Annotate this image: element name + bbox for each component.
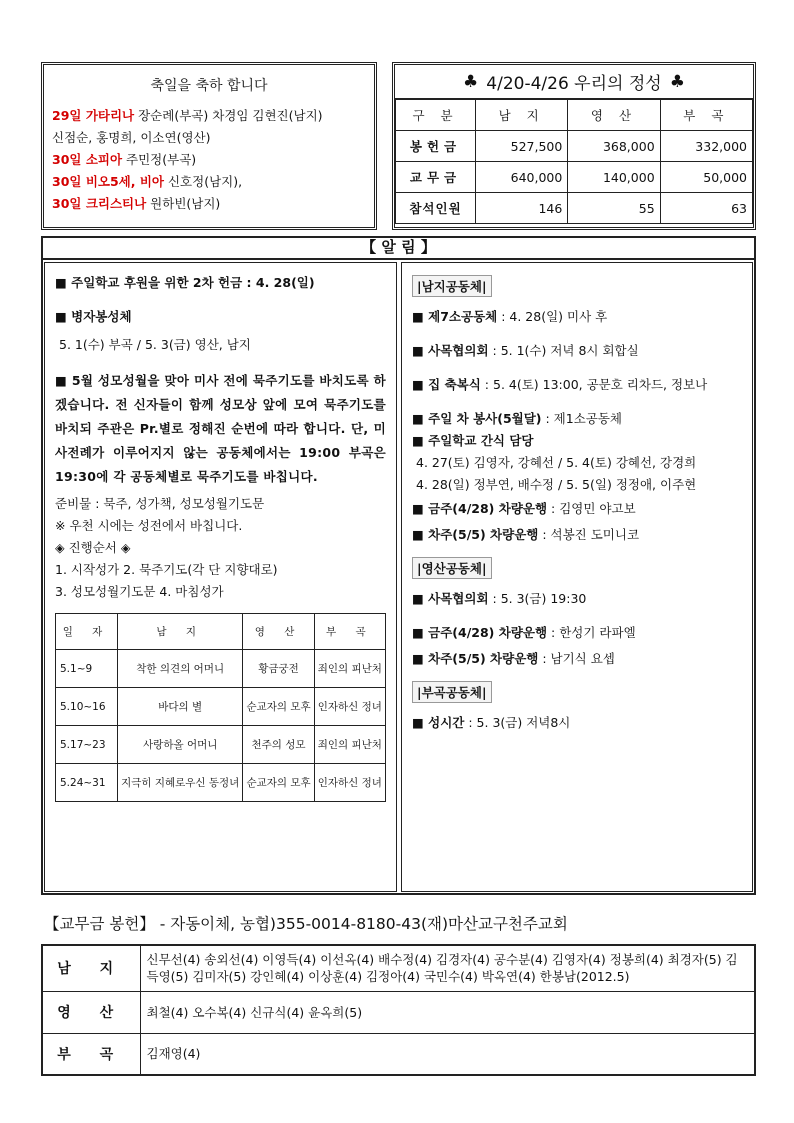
table-header-row: 일 자 남 지 영 산 부 곡: [56, 614, 386, 650]
notice-item: ■ 금주(4/28) 차량운행 : 한성기 라파엘: [412, 625, 636, 640]
offering-title: ♣ 4/20-4/26 우리의 정성 ♣: [395, 65, 753, 99]
notice-item: ■ 주일학교 간식 담당: [412, 433, 534, 448]
preparation-text: 준비물 : 묵주, 성가책, 성모성월기도문: [55, 496, 265, 511]
notice-subtext: 4. 27(토) 김영자, 강혜선 / 5. 4(토) 강혜선, 강경희: [416, 455, 697, 470]
community-tag-yeongsan: |영산공동체|: [412, 557, 492, 579]
notice-item: ■ 차주(5/5) 차량운행 : 석봉진 도미니코: [412, 527, 640, 542]
table-row: 5.24~31 지극히 지혜로우신 동정녀 순교자의 모후 인자하신 정녀: [56, 764, 386, 802]
table-row: 봉헌금 527,500 368,000 332,000: [396, 131, 753, 162]
notice-item: ■ 차주(5/5) 차량운행 : 남기식 요셉: [412, 651, 615, 666]
feast-line: 신점순, 홍명희, 이소연(영산): [52, 130, 211, 145]
notice-item: ■ 성시간 : 5. 3(금) 저녁8시: [412, 715, 571, 730]
rain-note: ※ 우천 시에는 성전에서 바칩니다.: [55, 518, 243, 533]
notice-paragraph: ■ 5월 성모성월을 맞아 미사 전에 묵주기도를 바치도록 하겠습니다. 전 신자들이 함께 성모상 앞에 모여 묵주기도를 바치되 주관은 Pr.별로 정해진 순번에 따라 합니다. 단, 미사전례가 이루어지지 않는 공동체에서는 19:00 부곡은 19:30에 각 공동체별로 묵주기도를 바칩니다.: [55, 373, 386, 484]
notice-subtext: 5. 1(수) 부곡 / 5. 3(금) 영산, 남지: [59, 337, 251, 352]
order-line: 3. 성모성월기도문 4. 마침성가: [55, 584, 224, 599]
bank-info: 【교무금 봉헌】 - 자동이체, 농협)355-0014-8180-43(재)마산교구천주교회: [44, 915, 568, 933]
table-row: 5.17~23 사랑하올 어머니 천주의 성모 죄인의 피난처: [56, 726, 386, 764]
notice-title: 【 알 림 】: [41, 236, 756, 260]
club-icon: ♣: [669, 71, 685, 92]
donor-table: [41, 944, 756, 1076]
table-header-row: 구 분 남 지 영 산 부 곡: [396, 100, 753, 131]
feast-line: 30일 소피아 주민정(부곡): [52, 152, 197, 167]
notice-item: ■ 주일학교 후원을 위한 2차 헌금 : 4. 28(일): [55, 275, 315, 290]
notice-item: ■ 사목협의회 : 5. 3(금) 19:30: [412, 591, 587, 606]
notice-item: ■ 금주(4/28) 차량운행 : 김영민 야고보: [412, 501, 636, 516]
table-row: 부 곡 김재영(4): [42, 1033, 755, 1075]
notice-item: ■ 병자봉성체: [55, 309, 132, 324]
notice-item: ■ 제7소공동체 : 4. 28(일) 미사 후: [412, 309, 608, 324]
club-icon: ♣: [463, 71, 479, 92]
table-row: 5.10~16 바다의 별 순교자의 모후 인자하신 정녀: [56, 688, 386, 726]
notice-subtext: 4. 28(일) 정부연, 배수정 / 5. 5(일) 정정애, 이주현: [416, 477, 697, 492]
notice-right-column: [401, 262, 753, 892]
feast-day-title: 축일을 축하 합니다: [150, 78, 268, 94]
offering-box: [392, 62, 756, 230]
notice-left-column: [44, 262, 397, 892]
notice-item: ■ 사목협의회 : 5. 1(수) 저녁 8시 회합실: [412, 343, 639, 358]
community-tag-namji: |남지공동체|: [412, 275, 492, 297]
table-row: 영 산 최철(4) 오수복(4) 신규식(4) 윤옥희(5): [42, 991, 755, 1033]
table-row: 참석인원 146 55 63: [396, 193, 753, 224]
notice-item: ■ 집 축복식 : 5. 4(토) 13:00, 공문호 리차드, 정보나: [412, 377, 708, 392]
order-title: ◈ 진행순서 ◈: [55, 540, 131, 555]
table-row: 5.1~9 착한 의견의 어머니 황금궁전 죄인의 피난처: [56, 650, 386, 688]
order-line: 1. 시작성가 2. 묵주기도(각 단 지향대로): [55, 562, 278, 577]
offering-table: [395, 99, 753, 224]
feast-line: 29일 가타리나 장순례(부곡) 차경임 김현진(남지): [52, 108, 323, 123]
rosary-schedule-table: [55, 613, 386, 802]
table-row: 교무금 640,000 140,000 50,000: [396, 162, 753, 193]
table-row: 남 지 신무선(4) 송외선(4) 이영득(4) 이선옥(4) 배수정(4) 김경자(4) 공수분(4) 김영자(4) 정봉희(4) 최경자(5) 김득영(5) 김미자(5) 강인혜(4) 이상훈(4) 김정아(4) 국민수(4) 박옥연(4) 한봉남(2012.5): [42, 945, 755, 991]
feast-day-box: [41, 62, 377, 230]
feast-line: 30일 크리스티나 원하빈(남지): [52, 196, 221, 211]
feast-line: 30일 비오5세, 비아 신호정(남지),: [52, 174, 243, 189]
community-tag-bugok: |부곡공동체|: [412, 681, 492, 703]
notice-item: ■ 주일 차 봉사(5월달) : 제1소공동체: [412, 411, 623, 426]
